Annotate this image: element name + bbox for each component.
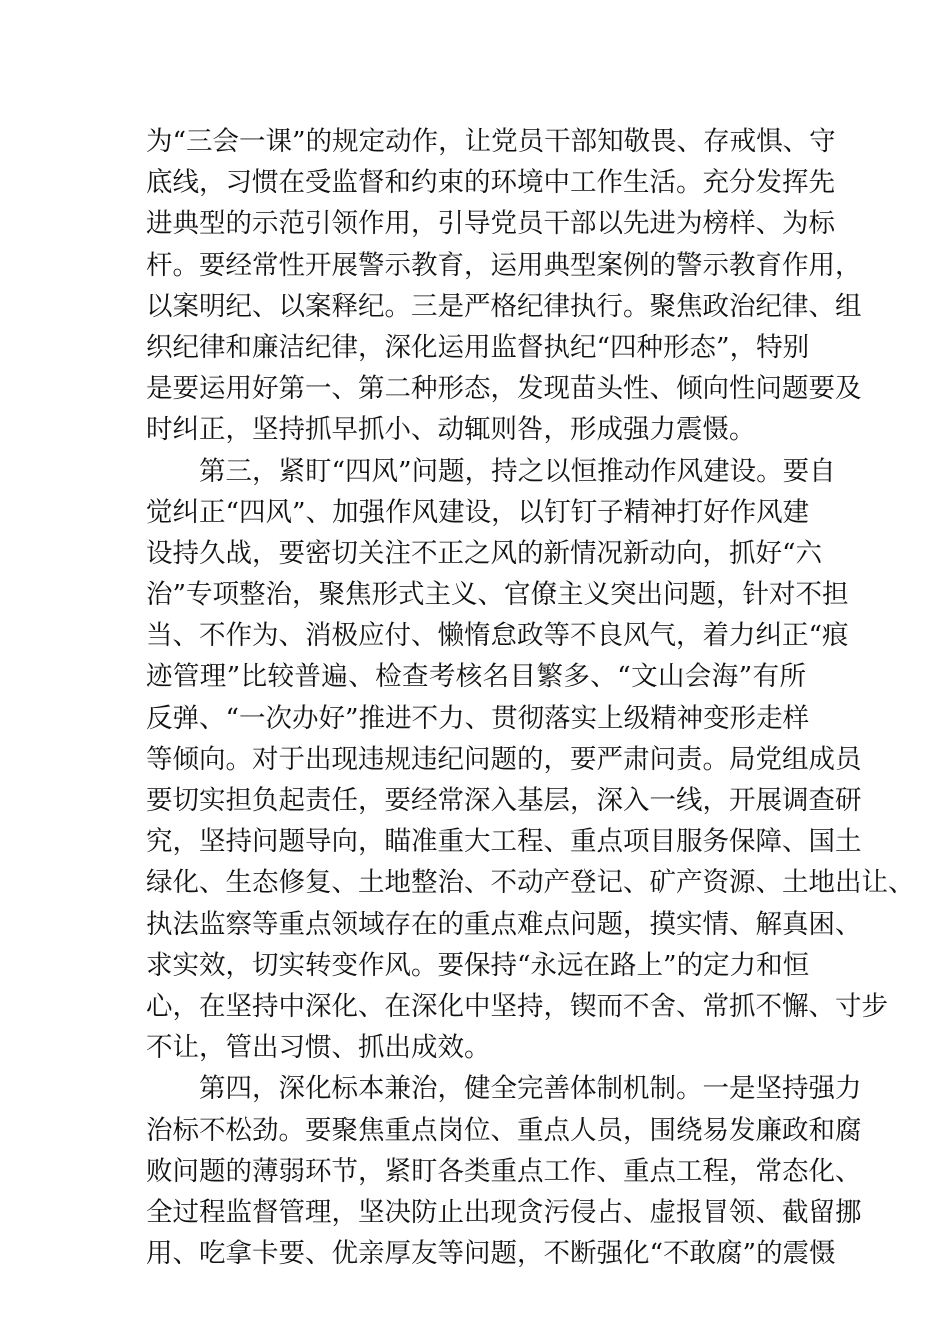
paragraph-2 <box>146 451 915 1069</box>
text-line: 败问题的薄弱环节，紧盯各类重点工作、重点工程，常态化、 <box>146 1155 862 1187</box>
text-line: 进典型的示范引领作用，引导党员干部以先进为榜样、为标 <box>146 208 835 240</box>
text-line: 时纠正，坚持抓早抓小、动辄则咎，形成强力震慑。 <box>146 414 756 446</box>
text-line: 第三，紧盯“四风”问题，持之以恒推动作风建设。要自 <box>146 455 836 487</box>
paragraph-3 <box>146 1068 862 1274</box>
text-line: 心，在坚持中深化、在深化中坚持，锲而不舍、常抓不懈、寸步 <box>146 990 888 1022</box>
text-line: 治”专项整治，聚焦形式主义、官僚主义突出问题，针对不担 <box>146 579 849 611</box>
text-line: 绿化、生态修复、土地整治、不动产登记、矿产资源、土地出让、 <box>146 867 915 899</box>
text-line: 杆。要经常性开展警示教育，运用典型案例的警示教育作用， <box>146 249 862 281</box>
text-line: 是要运用好第一、第二种形态，发现苗头性、倾向性问题要及 <box>146 373 862 405</box>
paragraph-1 <box>146 121 862 451</box>
text-line: 究，坚持问题导向，瞄准重大工程、重点项目服务保障、国土 <box>146 826 862 858</box>
text-line: 求实效，切实转变作风。要保持“永远在路上”的定力和恒 <box>146 949 810 981</box>
text-line: 执法监察等重点领域存在的重点难点问题，摸实情、解真困、 <box>146 908 862 940</box>
text-line: 要切实担负起责任，要经常深入基层，深入一线，开展调查研 <box>146 785 862 816</box>
text-line: 当、不作为、消极应付、懒惰怠政等不良风气，着力纠正“痕 <box>146 620 849 652</box>
text-line: 为“三会一课”的规定动作，让党员干部知敬畏、存戒惧、守 <box>146 126 836 157</box>
text-line: 用、吃拿卡要、优亲厚友等问题，不断强化“不敢腐”的震慑 <box>146 1238 836 1270</box>
text-line: 觉纠正“四风”、加强作风建设，以钉钉子精神打好作风建 <box>146 496 810 528</box>
text-line: 治标不松劲。要聚焦重点岗位、重点人员，围绕易发廉政和腐 <box>146 1114 862 1146</box>
text-line: 迹管理”比较普遍、检查考核名目繁多、“文山会海”有所 <box>146 661 806 693</box>
text-line: 反弹、“一次办好”推进不力、贯彻落实上级精神变形走样 <box>146 702 810 734</box>
text-line: 不让，管出习惯、抓出成效。 <box>146 1032 491 1064</box>
text-line: 全过程监督管理，坚决防止出现贪污侵占、虚报冒领、截留挪 <box>146 1196 862 1228</box>
text-line: 以案明纪、以案释纪。三是严格纪律执行。聚焦政治纪律、组 <box>146 290 862 322</box>
body-text <box>146 121 915 1274</box>
text-line: 设持久战，要密切关注不正之风的新情况新动向，抓好“六 <box>146 537 823 569</box>
text-line: 织纪律和廉洁纪律，深化运用监督执纪“四种形态”，特别 <box>146 331 810 363</box>
text-line: 底线，习惯在受监督和约束的环境中工作生活。充分发挥先 <box>146 167 835 199</box>
text-line: 第四，深化标本兼治，健全完善体制机制。一是坚持强力 <box>146 1073 862 1105</box>
text-line: 等倾向。对于出现违规违纪问题的，要严肃问责。局党组成员 <box>146 743 862 775</box>
